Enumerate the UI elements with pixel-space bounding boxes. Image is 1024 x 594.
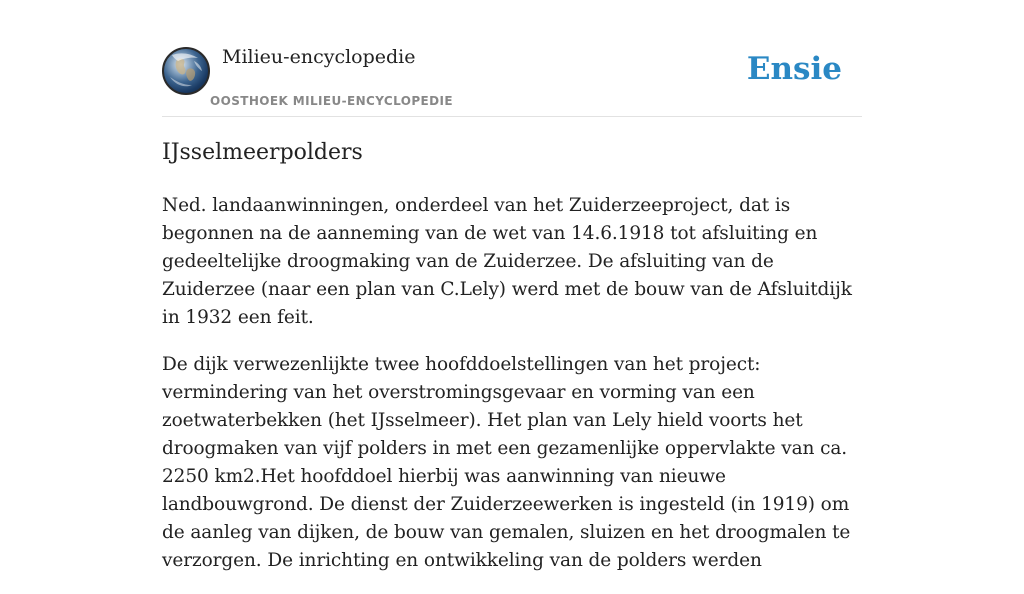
article-paragraph: Ned. landaanwinningen, onderdeel van het Zuiderzeeproject, dat is begonnen na de aanneming van de wet van 14.6.1918 tot afsluiting en gedeeltelijke droogmaking van de Zuiderzee. De afsluiting van de Zuiderzee (naar een plan van C.Lely) werd met de bouw van de Afsluitdijk in 1932 een feit.	[162, 195, 852, 328]
site-name[interactable]: Milieu-encyclopedie	[222, 46, 416, 68]
site-header	[162, 44, 862, 117]
brand-logo-link[interactable]: Ensie	[746, 51, 842, 87]
article-paragraph: De dijk verwezenlijkte twee hoofddoelstellingen van het project: vermindering van het overstromingsgevaar en vorming van een zoetwaterbekken (het IJsselmeer). Het plan van Lely hield voorts het droogmaken van vijf polders in met een gezamenlijke oppervlakte van ca. 2250 km2.Het hoofddoel hierbij was aanwinning van nieuwe landbouwgrond. De dienst der Zuiderzeewerken is ingesteld (in 1919) om de aanleg van dijken, de bouw van gemalen, sluizen en het droogmalen te verzorgen. De inrichting en ontwikkeling van de polders werden	[162, 354, 851, 571]
article-body	[162, 192, 864, 594]
article-title: IJsselmeerpolders	[162, 140, 363, 165]
site-subtitle: OOSTHOEK MILIEU-ENCYCLOPEDIE	[210, 94, 453, 108]
earth-globe-icon[interactable]	[162, 47, 210, 95]
